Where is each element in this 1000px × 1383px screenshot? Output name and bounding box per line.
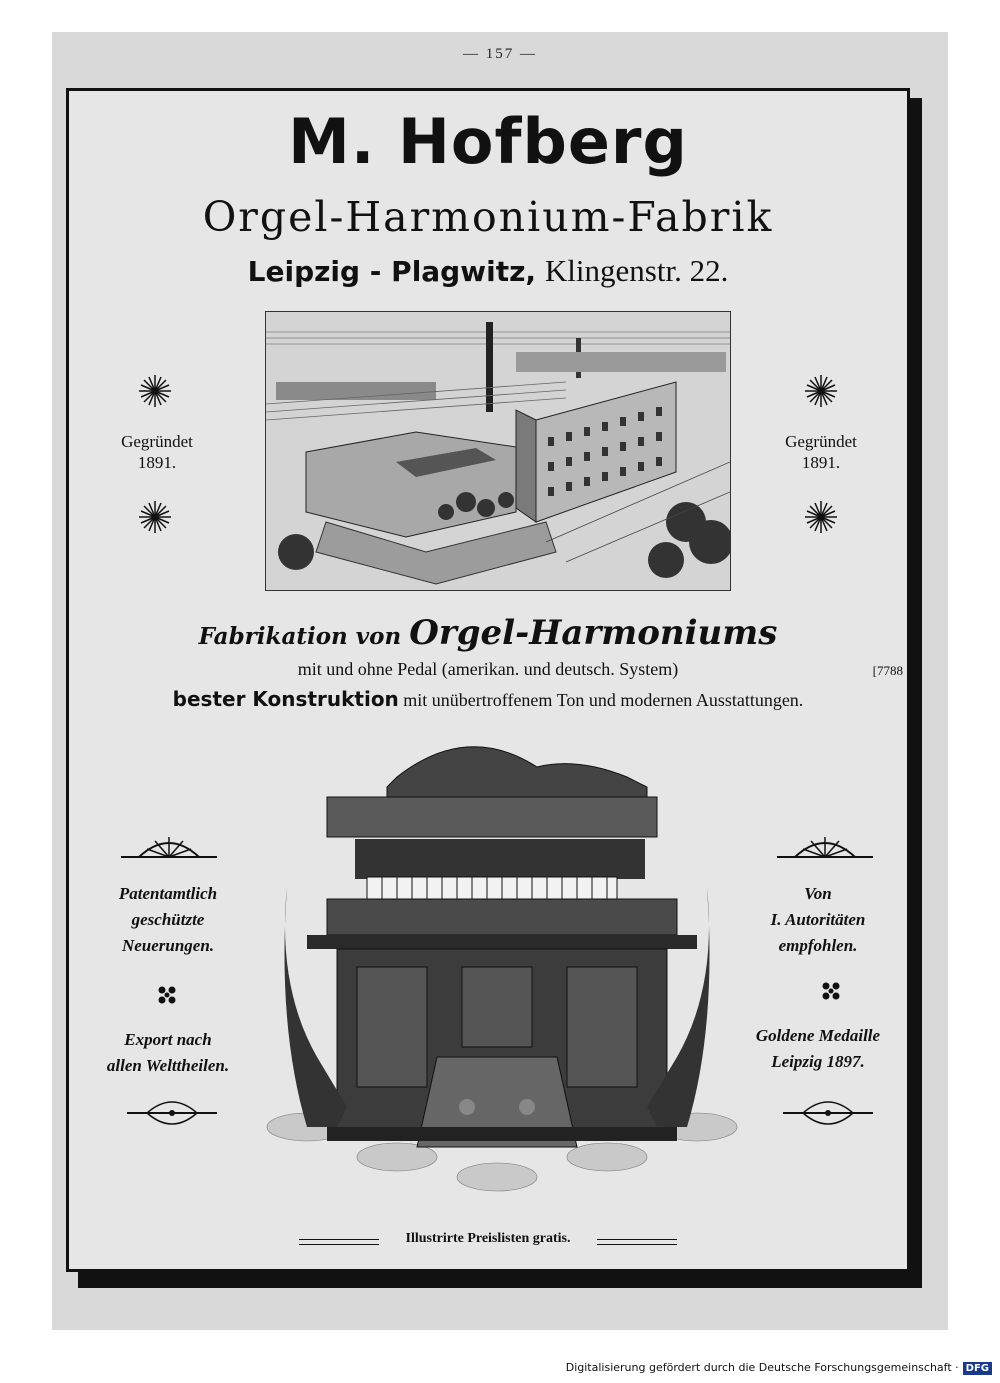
patent-line-2: geschützte [131,910,205,929]
fan-ornament-icon [777,829,873,859]
fan-ornament-icon [127,1099,217,1127]
recommend-note [733,881,903,959]
headline-prefix: Fabrikation von [198,623,402,650]
construction-rest: mit unübertroffenem Ton und modernen Ausstattungen. [403,690,804,710]
recommend-line-1: Von [804,884,832,903]
founded-left [97,431,217,473]
fan-ornament-icon [121,829,217,859]
construction-line [69,687,907,711]
star-ornament-icon [137,499,173,535]
address-city: Leipzig - Plagwitz, [247,255,537,288]
price-list-note: Illustrirte Preislisten gratis. [405,1231,571,1246]
founded-right-year: 1891. [801,453,841,472]
brand-name: M. Hofberg [288,105,688,178]
pedal-line: mit und ohne Pedal (amerikan. und deutsch. System) [297,659,679,679]
factory-engraving [265,311,731,591]
page-number: — 157 — [463,46,537,62]
fan-ornament-icon [783,1099,873,1127]
star-ornament-icon [137,373,173,409]
headline [69,613,907,653]
recommend-line-3: empfohlen. [778,936,858,955]
export-note [83,1027,253,1079]
medal-note [733,1023,903,1075]
cross-ornament-icon [157,985,177,1005]
export-line-1: Export nach [124,1030,212,1049]
address-street: Klingenstr. 22. [544,253,729,288]
founded-left-year: 1891. [137,453,177,472]
patent-line-1: Patentamtlich [118,884,218,903]
export-line-2: allen Welttheilen. [106,1056,230,1075]
star-ornament-icon [803,373,839,409]
harmonium-engraving [247,727,745,1211]
medal-line-1: Goldene Medaille [755,1026,881,1045]
company-subtitle: Orgel-Harmonium-Fabrik [202,193,774,241]
star-ornament-icon [803,499,839,535]
hofberg-advertisement [66,88,910,1272]
credit-text: Digitalisierung gefördert durch die Deutsche Forschungsgemeinschaft · [565,1361,959,1374]
recommend-line-2: I. Autoritäten [770,910,866,929]
dfg-logo: DFG [963,1362,992,1375]
patent-line-3: Neuerungen. [121,936,215,955]
founded-right [761,431,881,473]
digitization-credit [566,1361,992,1375]
cross-ornament-icon [821,981,841,1001]
patent-note [83,881,253,959]
headline-product: Orgel-Harmoniums [409,613,778,653]
reference-number: [7788 [872,663,903,678]
medal-line-2: Leipzig 1897. [771,1052,865,1071]
footer-rule-right [597,1239,677,1245]
construction-bold: bester Konstruktion [172,687,399,711]
founded-right-label: Gegründet [785,432,857,451]
founded-left-label: Gegründet [121,432,193,451]
company-address [69,253,907,289]
